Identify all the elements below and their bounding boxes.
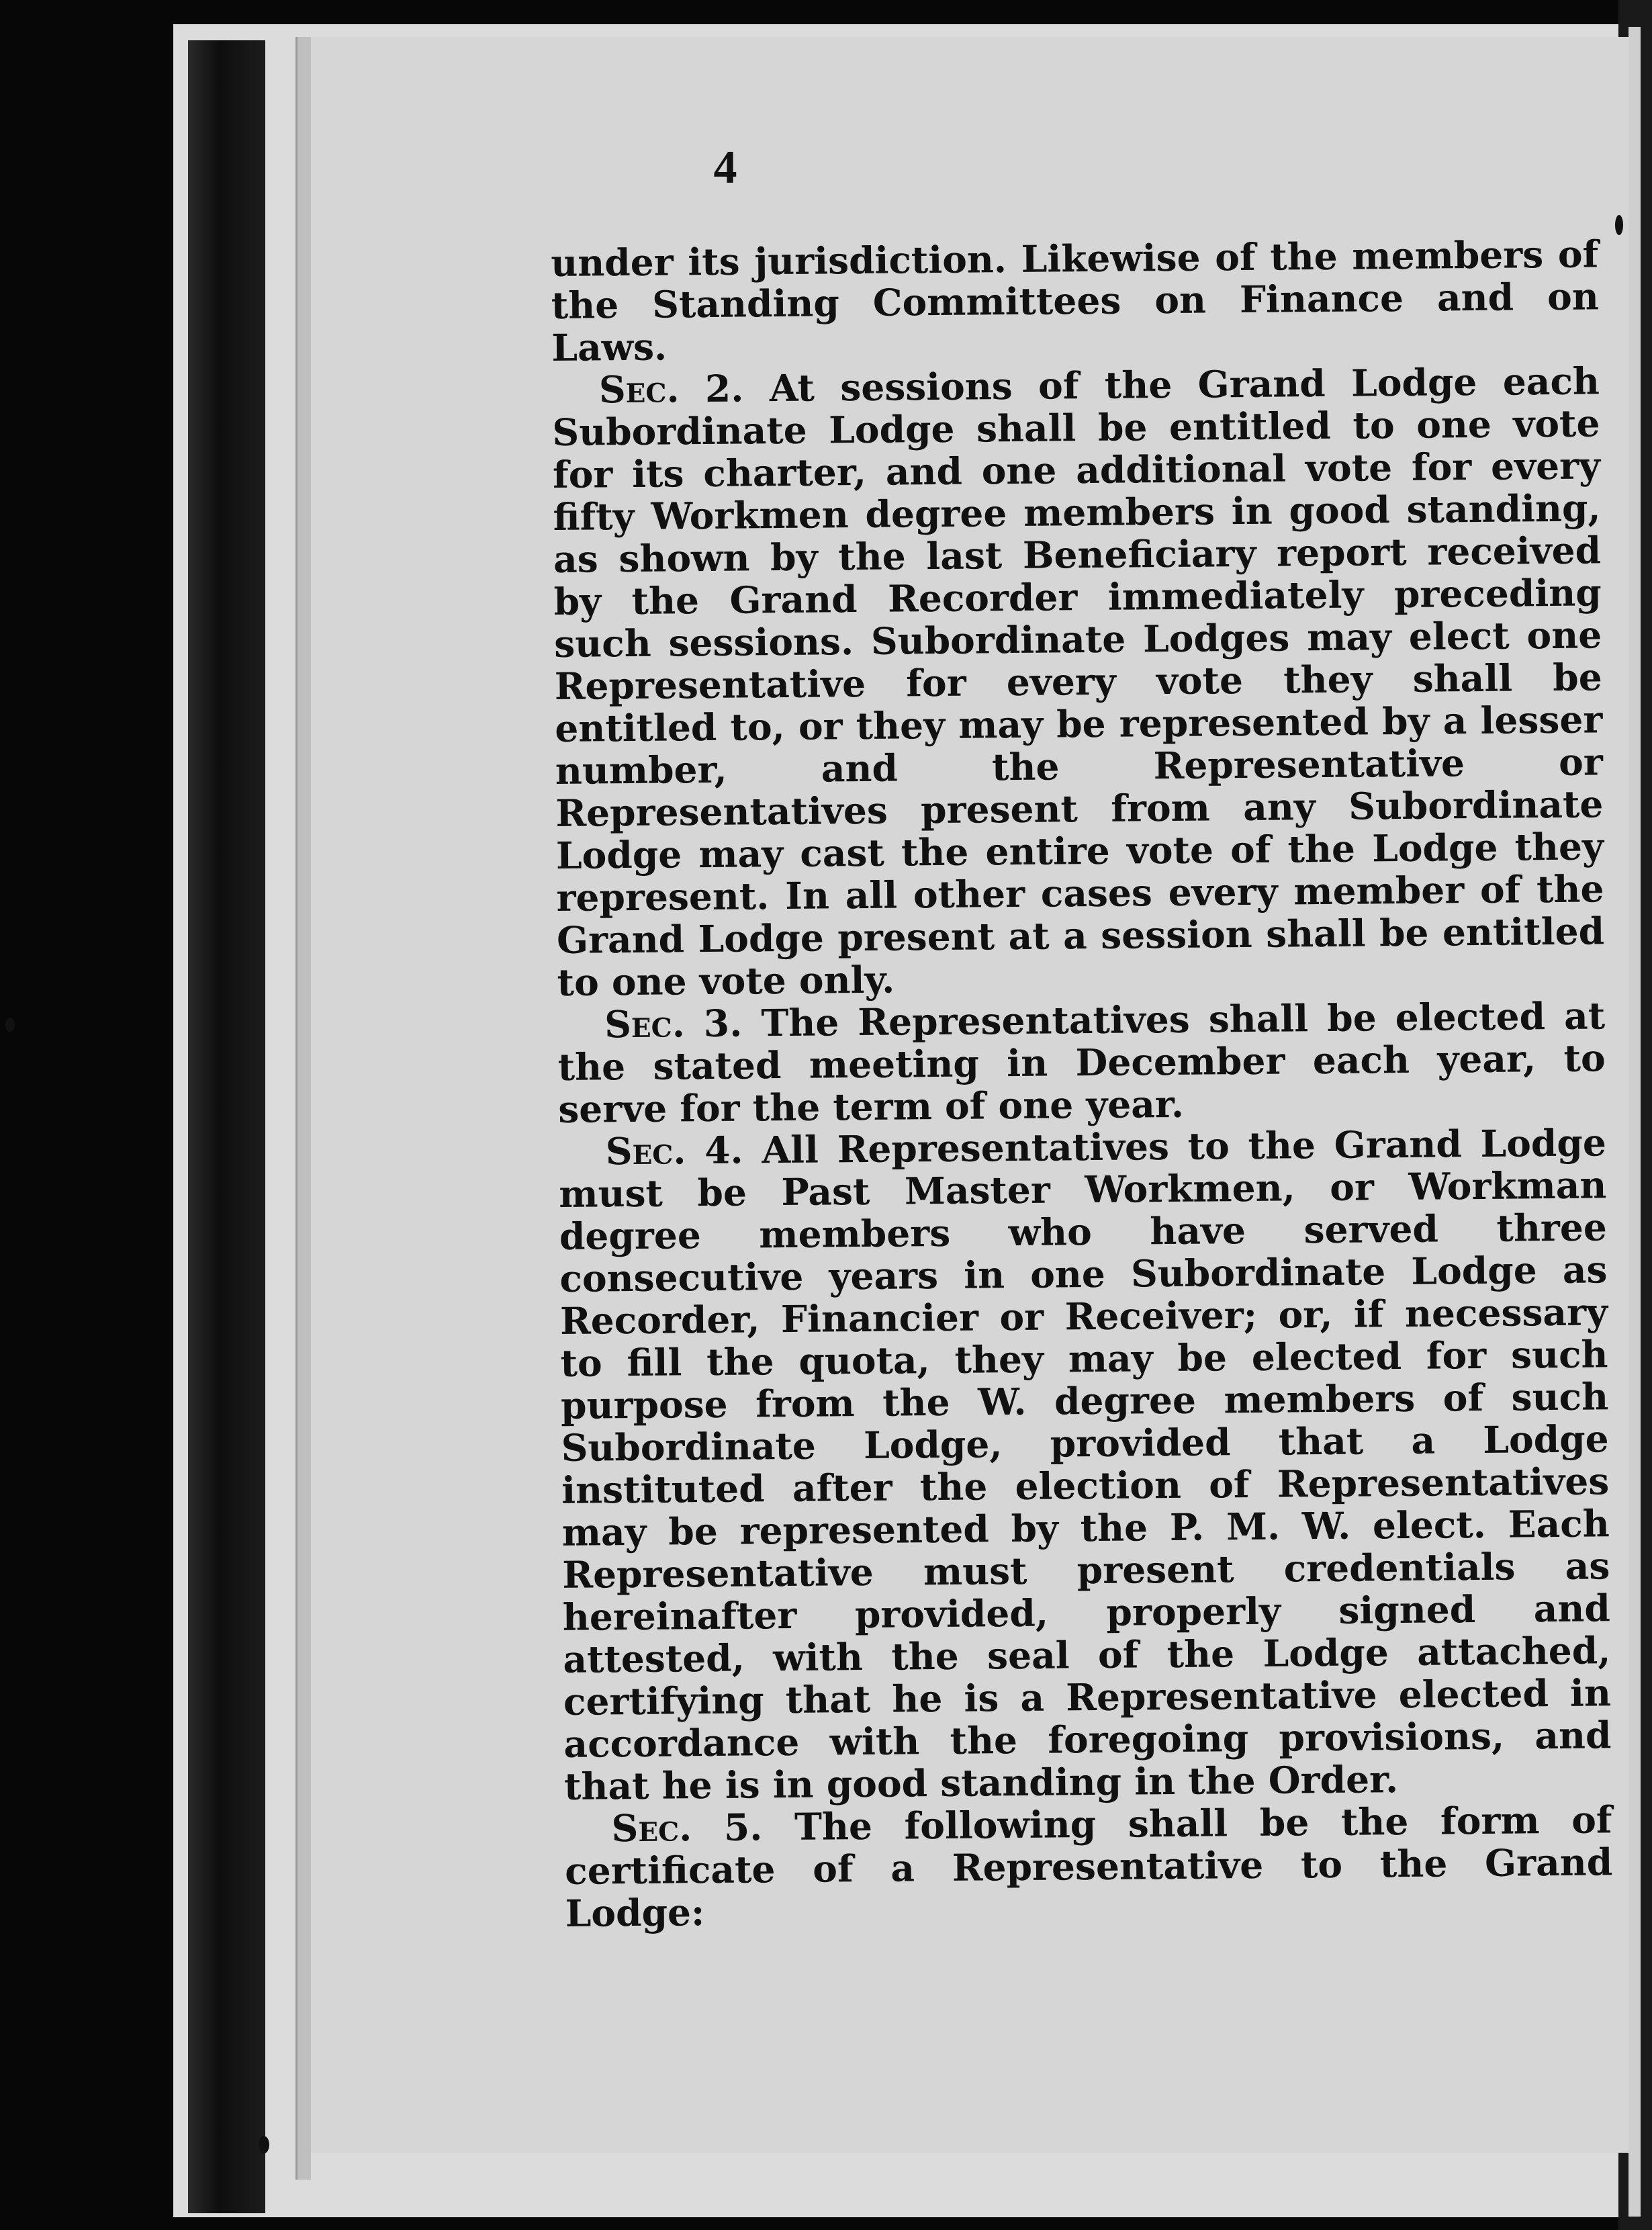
right-mount-strip bbox=[1628, 27, 1641, 2217]
section-label: Sec. 2. bbox=[598, 366, 744, 412]
paragraph-sec-5 bbox=[564, 1798, 1613, 1934]
paragraph-text: The following shall be the form of certificate of a Representative to the Grand Lodge: bbox=[564, 1797, 1613, 1935]
section-label: Sec. 4. bbox=[605, 1128, 743, 1173]
paragraph-text: All Representatives to the Grand Lodge must be Past Master Workmen, or Workman degree members who have served three consecutive years in one Subordinate Lodge as Recorder, Financier or Receiver; or, if necessary to fill the quota, they may be elected for such purpose from the W. degree members of such Subordinate Lodge, provided that a Lodge instituted after the election of Representatives may be represented by the P. M. W. elect. Each Representative must present credentials as hereinafter provided, properly signed and attested, with the seal of the Lodge attached, certifying that he is a Representative elected in accordance with the foregoing provisions, and that he is in good standing in the Order. bbox=[559, 1120, 1612, 1808]
ink-speck bbox=[1615, 215, 1623, 235]
paragraph-sec-3 bbox=[557, 994, 1606, 1130]
paragraph-text: under its jurisdiction. Likewise of the members of the Standing Committees on Finance and on Laws. bbox=[550, 232, 1600, 369]
ink-speck bbox=[259, 2136, 269, 2153]
page-fold bbox=[295, 37, 311, 2180]
paragraph-sec-2 bbox=[552, 359, 1605, 1004]
paragraph-sec-4 bbox=[559, 1121, 1612, 1808]
body-text bbox=[551, 232, 1613, 1934]
paragraph-text: The Representatives shall be elected at the stated meeting in December each year, to serve for the term of one year. bbox=[557, 993, 1606, 1131]
page-number: 4 bbox=[713, 142, 737, 193]
left-shadow-band bbox=[188, 40, 265, 2213]
section-label: Sec. 5. bbox=[611, 1805, 763, 1850]
section-label: Sec. 3. bbox=[604, 1001, 743, 1046]
paragraph-continuation bbox=[551, 232, 1600, 369]
paragraph-text: At sessions of the Grand Lodge each Subordinate Lodge shall be entitled to one vote for its charter, and one additional vote for every fifty Workmen degree members in good standing, as shown by the last Beneficiary report received by the Grand Recorder immediately preceding such sessions. Subordinate Lodges may elect one Representative for every vote they shall be entitled to, or they may be represented by a lesser number, and the Representative or Representatives present from any Subordinate Lodge may cast the entire vote of the Lodge they represent. In all other cases every member of the Grand Lodge present at a session shall be entitled to one vote only. bbox=[552, 359, 1605, 1004]
ink-speck bbox=[5, 1018, 15, 1032]
